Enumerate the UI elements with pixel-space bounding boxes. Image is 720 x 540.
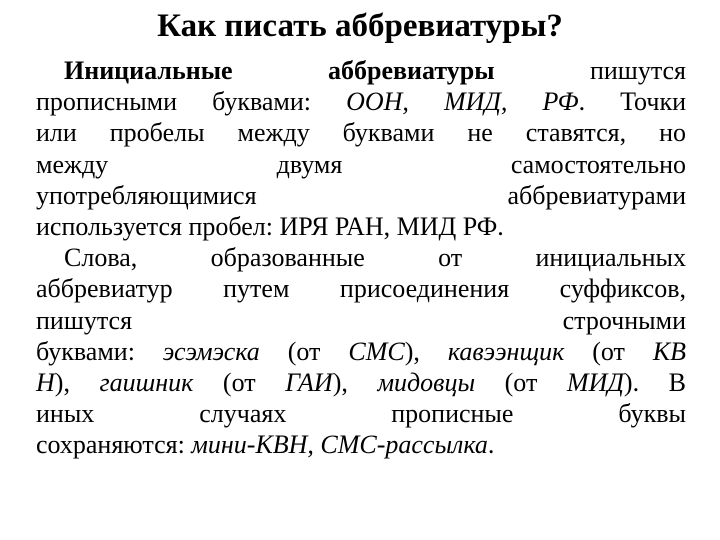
- italic-example: ГАИ: [285, 368, 333, 398]
- paragraph-derived-words: [36, 242, 686, 460]
- text-line: [36, 180, 686, 211]
- text-segment: (от: [564, 336, 653, 366]
- text-segment: ),: [54, 368, 100, 398]
- text-segment: употребляющимися аббревиатурами: [36, 180, 686, 210]
- text-line: [36, 429, 686, 460]
- text-line: [36, 305, 686, 336]
- text-segment: ). В: [623, 368, 686, 398]
- text-segment: прописными буквами:: [36, 87, 347, 117]
- text-line: [36, 86, 686, 117]
- text-segment: используется пробел: ИРЯ РАН, МИД РФ.: [36, 212, 504, 242]
- text-line: [36, 336, 686, 367]
- text-segment: пишутся строчными: [36, 305, 686, 335]
- text-segment: или пробелы между буквами не ставятся, но: [36, 118, 686, 148]
- text-line: [36, 55, 686, 86]
- bold-term: аббревиатуры: [327, 56, 495, 85]
- text-segment: сохраняются:: [36, 430, 192, 460]
- slide-title: Как писать аббревиатуры?: [157, 8, 563, 44]
- text-segment: ),: [404, 336, 448, 366]
- italic-example: мини-КВН, СМС-рассылка: [191, 430, 488, 460]
- text-line: [36, 149, 686, 180]
- text-segment: (от: [259, 336, 349, 366]
- italic-example: кавээнщик: [447, 336, 565, 366]
- italic-example: МИД: [566, 368, 624, 398]
- slide-body: [36, 55, 686, 461]
- text-line: [36, 398, 686, 429]
- text-segment: иных случаях прописные буквы: [36, 399, 686, 429]
- text-segment: пишутся: [494, 56, 687, 85]
- text-segment: (от: [193, 368, 286, 398]
- text-line: [36, 117, 686, 148]
- text-segment: аббревиатур путем присоединения суффиксов,: [36, 274, 686, 304]
- italic-example: эсэмэска: [162, 336, 260, 366]
- text-line: [36, 367, 686, 398]
- text-segment: Слова, образованные от инициальных: [64, 243, 686, 273]
- italic-example: ООН, МИД, РФ: [346, 87, 579, 117]
- text-line: [36, 273, 686, 304]
- italic-example: гаишник: [99, 368, 194, 398]
- paragraph-initial-abbreviations: [36, 55, 686, 242]
- text-line: [36, 242, 686, 273]
- italic-example: СМС: [348, 336, 405, 366]
- text-segment: буквами:: [36, 336, 163, 366]
- text-segment: .: [487, 430, 495, 460]
- bold-term: Инициальные: [64, 56, 328, 85]
- italic-example: мидовцы: [377, 368, 476, 398]
- italic-example: Н: [36, 368, 55, 398]
- text-segment: ),: [332, 368, 378, 398]
- text-line: [36, 211, 686, 242]
- italic-example: КВ: [652, 336, 686, 366]
- text-segment: (от: [475, 368, 567, 398]
- text-segment: . Точки: [578, 87, 686, 117]
- text-segment: между двумя самостоятельно: [36, 149, 686, 179]
